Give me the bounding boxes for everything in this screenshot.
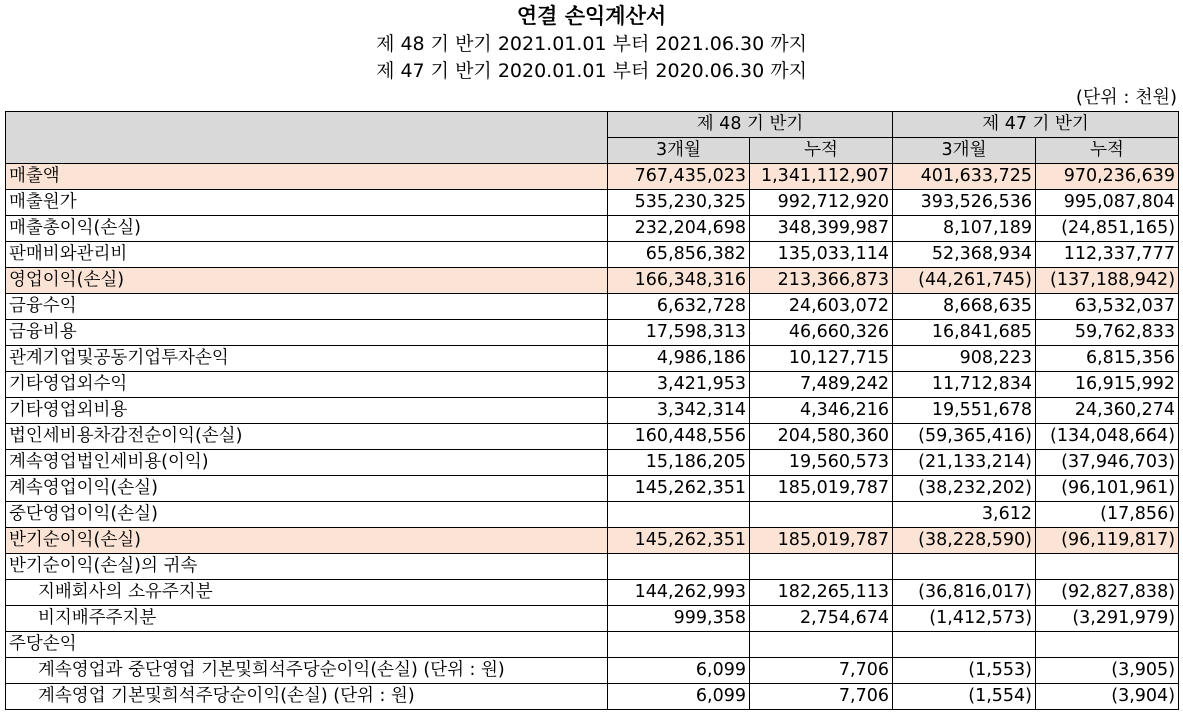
value-prior-3month: (38,228,590): [893, 528, 1036, 554]
value-current-3month: 999,358: [608, 606, 750, 632]
value-prior-cumulative: [1036, 632, 1179, 658]
table-row: [6, 242, 1179, 268]
row-label: 매출액: [6, 164, 608, 190]
value-current-3month: [608, 632, 750, 658]
value-prior-cumulative: (3,905): [1036, 658, 1179, 684]
row-label: 영업이익(손실): [6, 268, 608, 294]
row-label: 금융수익: [6, 294, 608, 320]
value-current-3month: 6,632,728: [608, 294, 750, 320]
value-current-3month: 15,186,205: [608, 450, 750, 476]
value-current-3month: [608, 554, 750, 580]
value-current-cumulative: 4,346,216: [750, 398, 893, 424]
value-prior-cumulative: [1036, 554, 1179, 580]
table-row: [6, 684, 1179, 710]
prior-period: 제 47 기 반기 2020.01.01 부터 2020.06.30 까지: [376, 60, 807, 82]
row-label: 법인세비용차감전순이익(손실): [6, 424, 608, 450]
statement-title: 연결 손익계산서: [516, 4, 667, 28]
value-current-cumulative: 992,712,920: [750, 190, 893, 216]
row-label: 매출총이익(손실): [6, 216, 608, 242]
value-current-cumulative: [750, 502, 893, 528]
row-label: 지배회사의 소유주지분: [6, 580, 608, 606]
table-row: [6, 398, 1179, 424]
value-current-cumulative: [750, 554, 893, 580]
header-prior-cumulative: 누적: [1036, 138, 1179, 164]
value-current-3month: 166,348,316: [608, 268, 750, 294]
value-prior-3month: (36,816,017): [893, 580, 1036, 606]
value-current-cumulative: 182,265,113: [750, 580, 893, 606]
value-current-cumulative: 213,366,873: [750, 268, 893, 294]
value-prior-3month: (1,553): [893, 658, 1036, 684]
table-row: [6, 528, 1179, 554]
value-prior-3month: 401,633,725: [893, 164, 1036, 190]
value-current-cumulative: 185,019,787: [750, 476, 893, 502]
header-current-cumulative: 누적: [750, 138, 893, 164]
row-label: 반기순이익(손실): [6, 528, 608, 554]
value-current-cumulative: 7,489,242: [750, 372, 893, 398]
value-current-cumulative: 348,399,987: [750, 216, 893, 242]
value-prior-cumulative: (37,946,703): [1036, 450, 1179, 476]
value-prior-3month: (59,365,416): [893, 424, 1036, 450]
value-prior-cumulative: (17,856): [1036, 502, 1179, 528]
value-current-3month: 6,099: [608, 658, 750, 684]
value-current-3month: 3,421,953: [608, 372, 750, 398]
value-current-cumulative: 10,127,715: [750, 346, 893, 372]
table-row: [6, 320, 1179, 346]
value-prior-cumulative: (134,048,664): [1036, 424, 1179, 450]
table-row: [6, 502, 1179, 528]
value-current-3month: 767,435,023: [608, 164, 750, 190]
value-prior-cumulative: (3,291,979): [1036, 606, 1179, 632]
value-prior-cumulative: (96,119,817): [1036, 528, 1179, 554]
value-current-3month: 3,342,314: [608, 398, 750, 424]
value-prior-3month: (44,261,745): [893, 268, 1036, 294]
value-current-3month: 145,262,351: [608, 528, 750, 554]
table-row: [6, 476, 1179, 502]
row-label: 계속영업법인세비용(이익): [6, 450, 608, 476]
value-current-cumulative: 2,754,674: [750, 606, 893, 632]
table-row: [6, 580, 1179, 606]
table-row: [6, 216, 1179, 242]
value-prior-3month: 393,526,536: [893, 190, 1036, 216]
value-current-cumulative: 185,019,787: [750, 528, 893, 554]
value-current-3month: 535,230,325: [608, 190, 750, 216]
current-period: 제 48 기 반기 2021.01.01 부터 2021.06.30 까지: [376, 33, 807, 55]
table-row: [6, 606, 1179, 632]
value-prior-3month: 8,668,635: [893, 294, 1036, 320]
row-label: 기타영업외수익: [6, 372, 608, 398]
row-label: 비지배주주지분: [6, 606, 608, 632]
table-row: [6, 658, 1179, 684]
header-current-period: 제 48 기 반기: [608, 112, 893, 138]
value-current-3month: 6,099: [608, 684, 750, 710]
value-prior-3month: 3,612: [893, 502, 1036, 528]
value-prior-3month: (38,232,202): [893, 476, 1036, 502]
value-current-3month: 4,986,186: [608, 346, 750, 372]
row-label: 반기순이익(손실)의 귀속: [6, 554, 608, 580]
value-prior-cumulative: 970,236,639: [1036, 164, 1179, 190]
table-body: [6, 164, 1179, 710]
row-label: 관계기업및공동기업투자손익: [6, 346, 608, 372]
value-prior-3month: [893, 554, 1036, 580]
header-prior-period: 제 47 기 반기: [893, 112, 1179, 138]
value-prior-3month: (1,412,573): [893, 606, 1036, 632]
value-current-3month: [608, 502, 750, 528]
value-prior-cumulative: (96,101,961): [1036, 476, 1179, 502]
value-prior-cumulative: 995,087,804: [1036, 190, 1179, 216]
value-current-cumulative: 46,660,326: [750, 320, 893, 346]
value-current-cumulative: 19,560,573: [750, 450, 893, 476]
value-prior-cumulative: (3,904): [1036, 684, 1179, 710]
value-current-3month: 160,448,556: [608, 424, 750, 450]
income-statement-table: [5, 111, 1179, 710]
row-label: 중단영업이익(손실): [6, 502, 608, 528]
table-row: [6, 164, 1179, 190]
value-current-cumulative: 135,033,114: [750, 242, 893, 268]
row-label: 주당손익: [6, 632, 608, 658]
table-row: [6, 268, 1179, 294]
table-row: [6, 450, 1179, 476]
value-prior-3month: 52,368,934: [893, 242, 1036, 268]
value-prior-cumulative: 59,762,833: [1036, 320, 1179, 346]
value-prior-cumulative: 6,815,356: [1036, 346, 1179, 372]
header-account-cell: [6, 112, 608, 164]
value-current-3month: 232,204,698: [608, 216, 750, 242]
unit-note: (단위 : 천원): [1075, 87, 1177, 108]
row-label: 판매비와관리비: [6, 242, 608, 268]
value-current-cumulative: 1,341,112,907: [750, 164, 893, 190]
value-current-3month: 145,262,351: [608, 476, 750, 502]
header-current-3month: 3개월: [608, 138, 750, 164]
value-prior-cumulative: (24,851,165): [1036, 216, 1179, 242]
value-prior-3month: 908,223: [893, 346, 1036, 372]
value-current-3month: 65,856,382: [608, 242, 750, 268]
value-prior-cumulative: 112,337,777: [1036, 242, 1179, 268]
value-current-3month: 144,262,993: [608, 580, 750, 606]
table-row: [6, 632, 1179, 658]
value-prior-cumulative: (137,188,942): [1036, 268, 1179, 294]
row-label: 계속영업과 중단영업 기본및희석주당순이익(손실) (단위 : 원): [6, 658, 608, 684]
row-label: 계속영업이익(손실): [6, 476, 608, 502]
row-label: 계속영업 기본및희석주당순이익(손실) (단위 : 원): [6, 684, 608, 710]
table-row: [6, 190, 1179, 216]
value-prior-3month: 11,712,834: [893, 372, 1036, 398]
value-current-3month: 17,598,313: [608, 320, 750, 346]
value-current-cumulative: 7,706: [750, 658, 893, 684]
value-current-cumulative: 204,580,360: [750, 424, 893, 450]
row-label: 매출원가: [6, 190, 608, 216]
row-label: 기타영업외비용: [6, 398, 608, 424]
value-current-cumulative: [750, 632, 893, 658]
table-row: [6, 424, 1179, 450]
value-prior-3month: 16,841,685: [893, 320, 1036, 346]
value-prior-cumulative: 24,360,274: [1036, 398, 1179, 424]
table-row: [6, 294, 1179, 320]
header-prior-3month: 3개월: [893, 138, 1036, 164]
table-row: [6, 346, 1179, 372]
value-prior-cumulative: 63,532,037: [1036, 294, 1179, 320]
value-prior-cumulative: 16,915,992: [1036, 372, 1179, 398]
header-row-period: [6, 112, 1179, 138]
value-prior-3month: 19,551,678: [893, 398, 1036, 424]
value-prior-cumulative: (92,827,838): [1036, 580, 1179, 606]
value-current-cumulative: 24,603,072: [750, 294, 893, 320]
table-row: [6, 372, 1179, 398]
value-prior-3month: (1,554): [893, 684, 1036, 710]
value-prior-3month: 8,107,189: [893, 216, 1036, 242]
value-prior-3month: (21,133,214): [893, 450, 1036, 476]
value-prior-3month: [893, 632, 1036, 658]
table-row: [6, 554, 1179, 580]
value-current-cumulative: 7,706: [750, 684, 893, 710]
row-label: 금융비용: [6, 320, 608, 346]
